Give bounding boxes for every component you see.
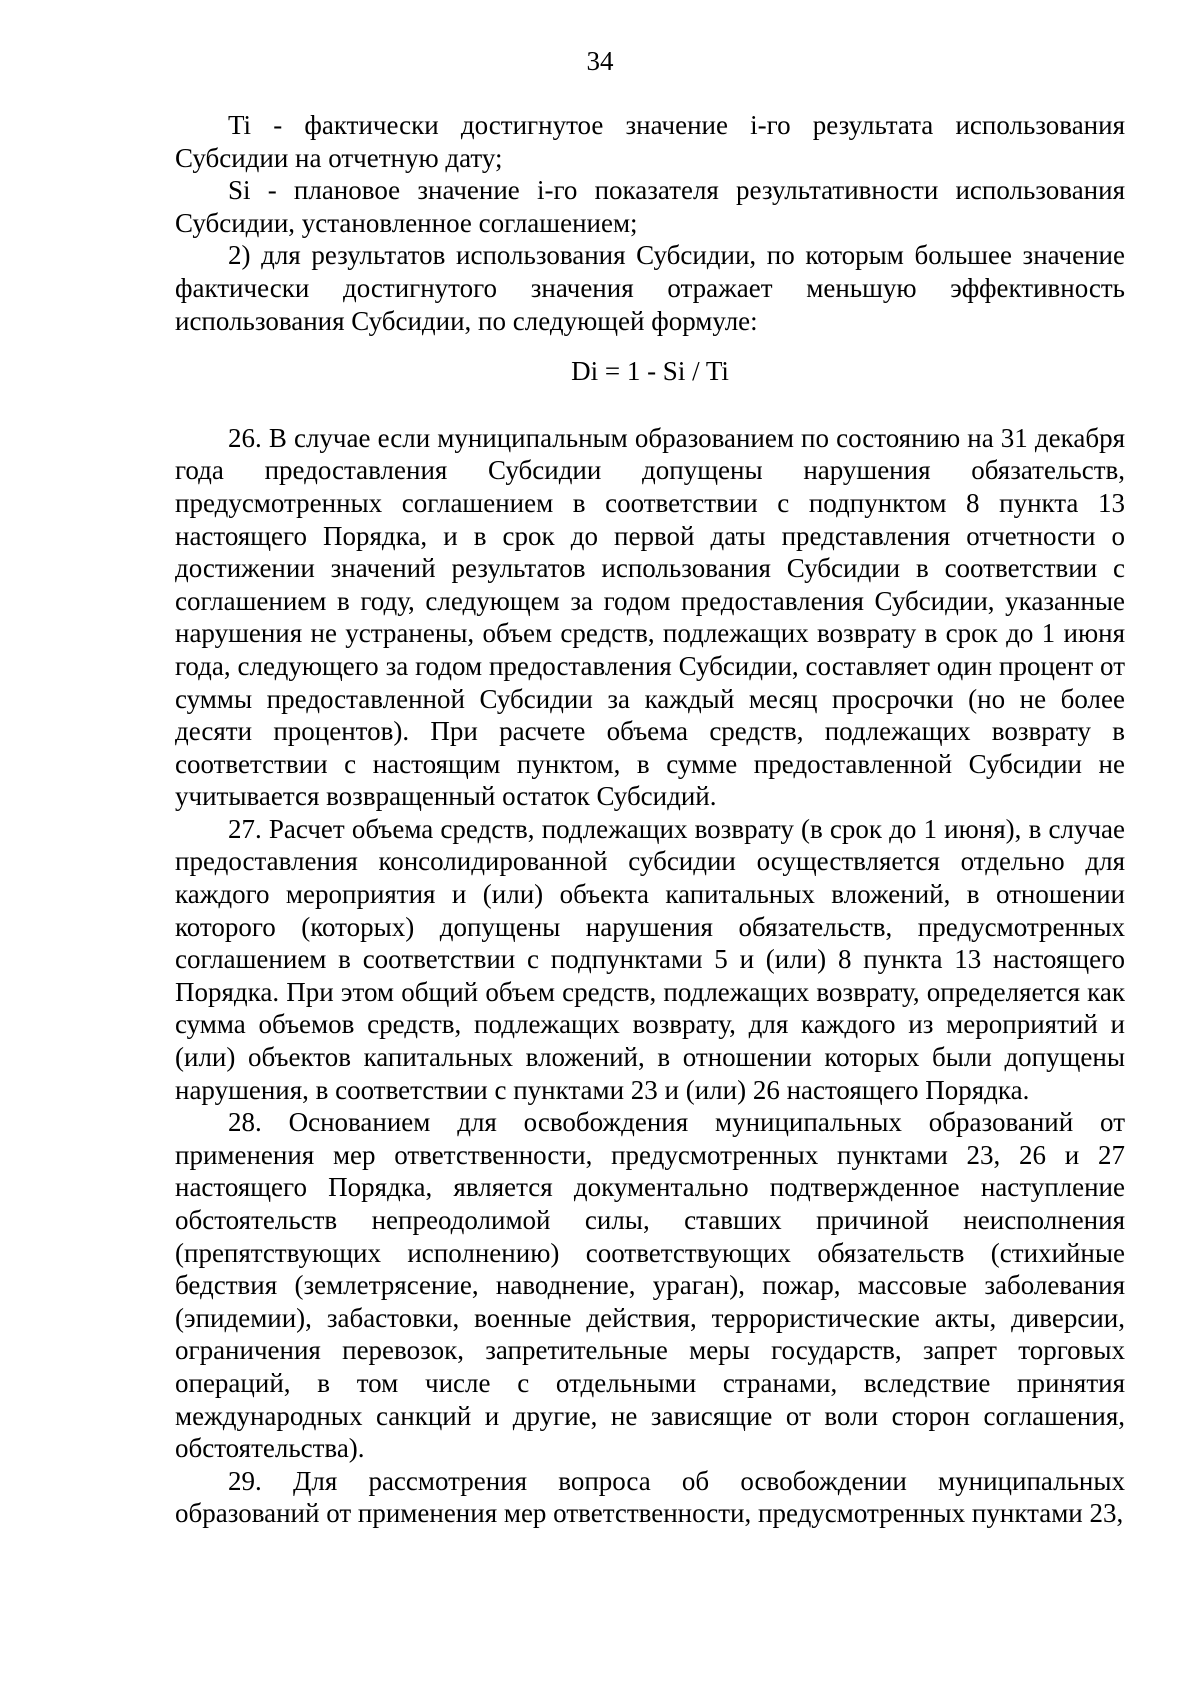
document-body — [175, 109, 1125, 1530]
page-number: 34 — [586, 46, 614, 76]
clause-28: 28. Основанием для освобождения муниципальных образований от применения мер ответственности, предусмотренных пунктами 23, 26 и 27 настоящего Порядка, является документально подтвержденное наступление обстоятельств непреодолимой силы, ставших причиной неисполнения (препятствующих исполнению) соответствующих обязательств (стихийные бедствия (землетрясение, наводнение, ураган), пожар, массовые заболевания (эпидемии), забастовки, военные действия, террористические акты, диверсии, ограничения перевозок, запретительные меры государств, запрет торговых операций, в том числе с отдельными странами, вследствие принятия международных санкций и другие, не зависящие от воли сторон соглашения, обстоятельства). — [175, 1107, 1125, 1464]
clause-26: 26. В случае если муниципальным образованием по состоянию на 31 декабря года предоставления Субсидии допущены нарушения обязательств, предусмотренных соглашением в соответствии с подпунктом 8 пункта 13 настоящего Порядка, и в срок до первой даты представления отчетности о достижении значений результатов использования Субсидии в соответствии с соглашением в году, следующем за годом предоставления Субсидии, указанные нарушения не устранены, объем средств, подлежащих возврату в срок до 1 июня года, следующего за годом предоставления Субсидии, составляет один процент от суммы предоставленной Субсидии за каждый месяц просрочки (но не более десяти процентов). При расчете объема средств, подлежащих возврату в соответствии с настоящим пунктом, в сумме предоставленной Субсидии не учитывается возвращенный остаток Субсидий. — [175, 422, 1125, 812]
formula: Di = 1 - Si / Ti — [571, 356, 729, 387]
definition-ti: Ti - фактически достигнутое значение i-го результата использования Субсидии на отчетную дату; — [175, 110, 1125, 173]
clause-27: 27. Расчет объема средств, подлежащих возврату (в срок до 1 июня), в случае предоставления консолидированной субсидии осуществляется отдельно для каждого мероприятия и (или) объекта капитальных вложений, в отношении которого (которых) допущены нарушения обязательств, предусмотренных соглашением в соответствии с подпунктами 5 и (или) 8 пункта 13 настоящего Порядка. При этом общий объем средств, подлежащих возврату, определяется как сумма объемов средств, подлежащих возврату, для каждого из мероприятий и (или) объектов капитальных вложений, в отношении которых были допущены нарушения, в соответствии с пунктами 23 и (или) 26 настоящего Порядка. — [175, 813, 1125, 1105]
formula-intro-paragraph: 2) для результатов использования Субсидии, по которым большее значение фактически достигнутого значения отражает меньшую эффективность использования Субсидии, по следующей формуле: — [175, 240, 1125, 336]
clause-29: 29. Для рассмотрения вопроса об освобождении муниципальных образований от применения мер ответственности, предусмотренных пунктами 23, — [175, 1465, 1125, 1529]
definition-si: Si - плановое значение i-го показателя результативности использования Субсидии, установленное соглашением; — [175, 175, 1125, 238]
